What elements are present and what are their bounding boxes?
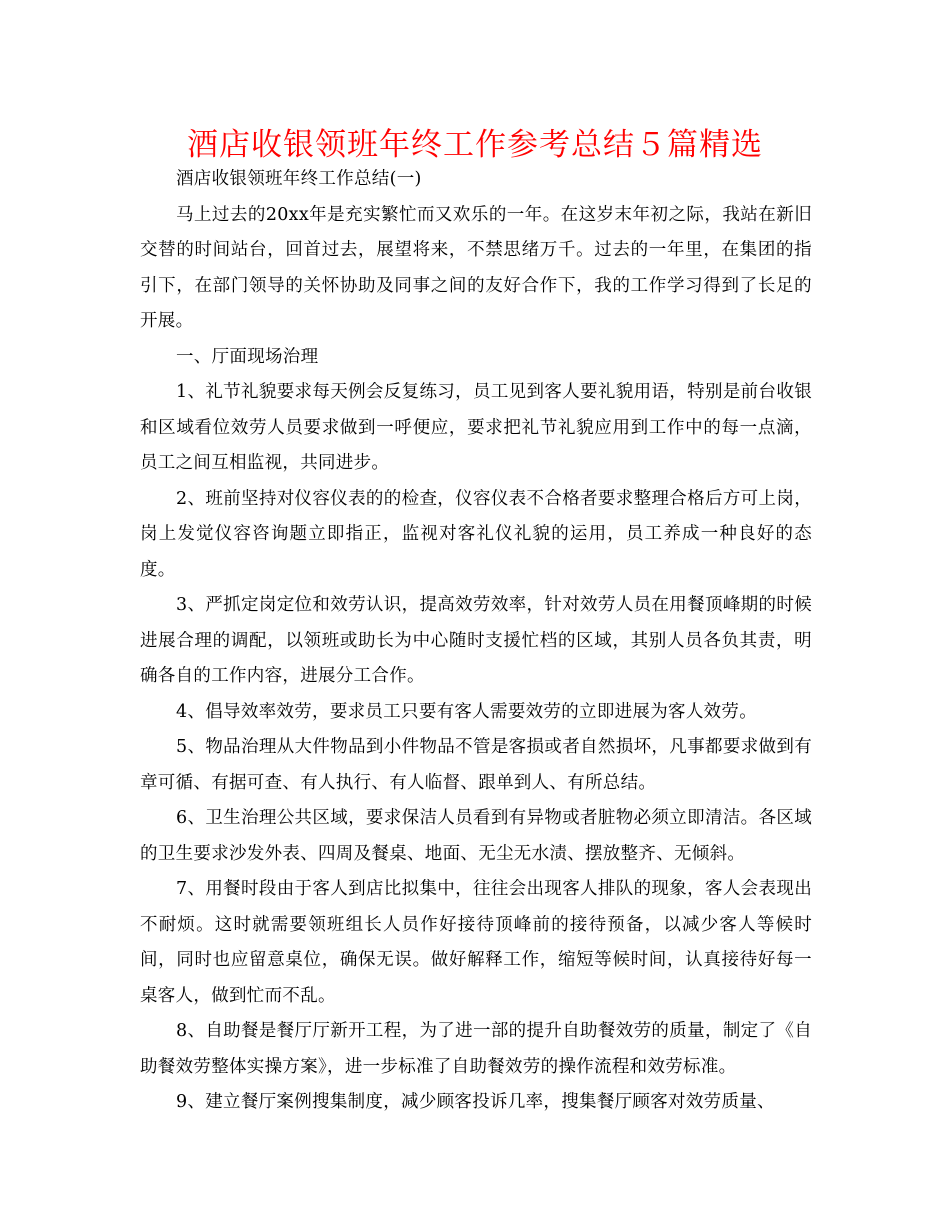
- document-body: [140, 162, 812, 1121]
- paragraph: 9、建立餐厅案例搜集制度，减少顾客投诉几率，搜集餐厅顾客对效劳质量、: [176, 1092, 775, 1112]
- paragraph: 6、卫生治理公共区域，要求保洁人员看到有异物或者脏物必须立即清洁。各区域的卫生要求沙发外表、四周及餐桌、地面、无尘无水渍、摆放整齐、无倾斜。: [140, 808, 812, 864]
- paragraph: 3、严抓定岗定位和效劳认识，提高效劳效率，针对效劳人员在用餐顶峰期的时候进展合理的调配，以领班或助长为中心随时支援忙档的区域，其别人员各负其责，明确各自的工作内容，进展分工合作。: [140, 595, 812, 686]
- document-title: 酒店收银领班年终工作参考总结５篇精选: [187, 127, 763, 163]
- paragraph: 1、礼节礼貌要求每天例会反复练习，员工见到客人要礼貌用语，特别是前台收银和区域看位效劳人员要求做到一呼便应，要求把礼节礼貌应用到工作中的每一点滴，员工之间互相监视，共同进步。: [140, 382, 812, 473]
- paragraph: 7、用餐时段由于客人到店比拟集中，往往会出现客人排队的现象，客人会表现出不耐烦。这时就需要领班组长人员作好接待顶峰前的接待预备，以减少客人等候时间，同时也应留意桌位，确保无误。做好解释工作，缩短等候时间，认真接待好每一桌客人，做到忙而不乱。: [140, 879, 812, 1006]
- section-heading: 一、厅面现场治理: [176, 346, 319, 367]
- paragraph: 马上过去的20xx年是充实繁忙而又欢乐的一年。在这岁末年初之际，我站在新旧交替的时间站台，回首过去，展望将来，不禁思绪万千。过去的一年里，在集团的指引下，在部门领导的关怀协助及同事之间的友好合作下，我的工作学习得到了长足的开展。: [140, 204, 812, 331]
- paragraph: 2、班前坚持对仪容仪表的的检查，仪容仪表不合格者要求整理合格后方可上岗，岗上发觉仪容咨询题立即指正，监视对客礼仪礼貌的运用，员工养成一种良好的态度。: [140, 488, 812, 580]
- paragraph: 8、自助餐是餐厅厅新开工程，为了进一部的提升自助餐效劳的质量，制定了《自助餐效劳整体实操方案》，进一步标准了自助餐效劳的操作流程和效劳标准。: [140, 1021, 812, 1077]
- paragraph: 4、倡导效率效劳，要求员工只要有客人需要效劳的立即进展为客人效劳。: [176, 701, 758, 722]
- paragraph: 5、物品治理从大件物品到小件物品不管是客损或者自然损坏，凡事都要求做到有章可循、有据可查、有人执行、有人临督、跟单到人、有所总结。: [140, 737, 812, 793]
- paragraph-subtitle: 酒店收银领班年终工作总结(一): [176, 169, 422, 189]
